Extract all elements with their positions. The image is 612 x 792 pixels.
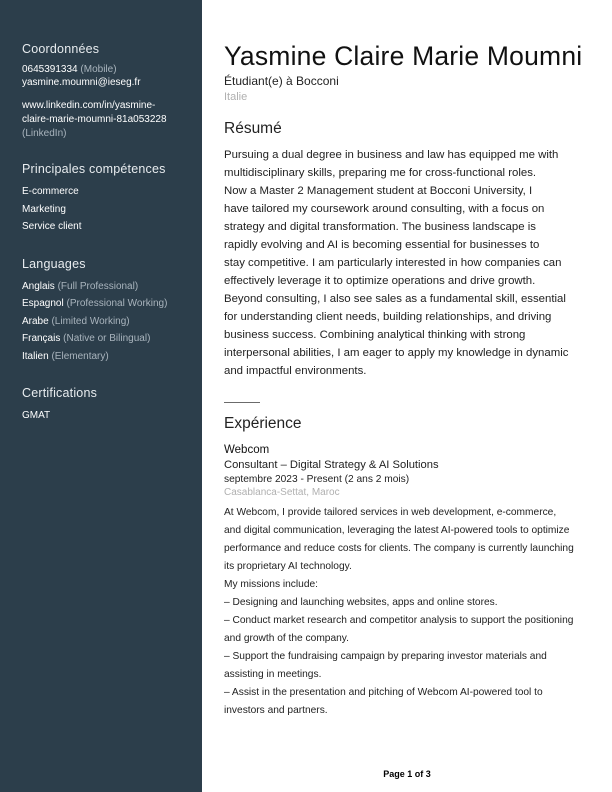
language-name: Français <box>22 333 61 344</box>
summary-line: interpersonal abilities, I am eager to apply my knowledge in dynamic <box>224 347 569 359</box>
summary-line: have tailored my coursework around consulting, with a focus on <box>224 203 545 215</box>
contact-section <box>22 42 202 141</box>
skills-heading: Principales compétences <box>22 162 166 176</box>
experience-role: Consultant – Digital Strategy & AI Solutions <box>224 459 439 471</box>
description-line: – Support the fundraising campaign by preparing investor materials and <box>224 651 547 662</box>
phone-type: (Mobile) <box>80 64 117 75</box>
profile-headline: Étudiant(e) à Bocconi <box>224 74 339 88</box>
experience-heading: Expérience <box>224 415 302 432</box>
summary-line: Pursuing a dual degree in business and law has equipped me with <box>224 149 559 161</box>
contact-heading: Coordonnées <box>22 42 100 56</box>
language-item <box>22 313 202 331</box>
certifications-heading: Certifications <box>22 386 98 400</box>
summary-heading: Résumé <box>224 120 282 137</box>
summary-line: Beyond consulting, I also see sales as a fundamental skill, essential <box>224 293 566 305</box>
page-number: Page 1 of 3 <box>383 769 431 779</box>
email-link[interactable]: yasmine.moumni@ieseg.fr <box>22 77 141 88</box>
language-level: (Full Professional) <box>57 280 139 292</box>
description-line: and digital communication, leveraging the latest AI-powered tools to optimize <box>224 525 570 536</box>
description-line: – Designing and launching websites, apps and online stores. <box>224 597 498 608</box>
description-line: My missions include: <box>224 579 318 590</box>
certification-item: GMAT <box>22 410 51 421</box>
description-line: – Conduct market research and competitor analysis to support the positioning <box>224 615 574 626</box>
description-line: its proprietary AI technology. <box>224 561 352 572</box>
language-level: (Elementary) <box>51 350 109 362</box>
linkedin-link[interactable] <box>22 99 192 141</box>
description-line: and growth of the company. <box>224 633 349 644</box>
languages-heading: Languages <box>22 256 86 271</box>
language-level: (Native or Bilingual) <box>63 333 151 344</box>
summary-line: rapidly evolving and AI is becoming essential for businesses to <box>224 239 540 251</box>
experience-location: Casablanca-Settat, Maroc <box>224 487 340 498</box>
summary-line: for understanding client needs, building relationships, and driving <box>224 311 552 323</box>
summary-line: and impactful environments. <box>224 365 367 377</box>
summary-line: stay competitive. I am particularly interested in how companies can <box>224 257 562 269</box>
summary-line: effectively leverage it to optimize operations and drive growth. <box>224 275 536 287</box>
language-item <box>22 330 202 348</box>
certifications-section <box>22 386 202 425</box>
summary-line: Now a Master 2 Management student at Bocconi University, I <box>224 185 533 197</box>
languages-section <box>22 257 202 366</box>
description-line: assisting in meetings. <box>224 669 322 680</box>
profile-location: Italie <box>224 91 248 103</box>
description-line: At Webcom, I provide tailored services in web development, e-commerce, <box>224 507 557 518</box>
skill-item: Marketing <box>22 203 66 215</box>
phone-line <box>22 63 202 76</box>
language-item <box>22 278 202 296</box>
language-level: (Professional Working) <box>66 298 168 309</box>
profile-name: Yasmine Claire Marie Moumni <box>224 41 583 71</box>
skill-item: Service client <box>22 221 82 232</box>
summary-line: strategy and digital transformation. The business landscape is <box>224 221 536 233</box>
section-divider <box>224 402 260 403</box>
language-item <box>22 348 202 366</box>
skills-section <box>22 162 202 236</box>
experience-dates: septembre 2023 - Present (2 ans 2 mois) <box>224 474 410 485</box>
linkedin-label: (LinkedIn) <box>22 128 67 139</box>
experience-company: Webcom <box>224 444 270 456</box>
language-name: Espagnol <box>22 298 64 309</box>
language-name: Anglais <box>22 280 55 292</box>
sidebar <box>0 0 202 792</box>
summary-line: business success. Combining analytical thinking with strong <box>224 329 526 341</box>
language-item <box>22 295 202 313</box>
linkedin-url-line-1[interactable]: www.linkedin.com/in/yasmine- <box>22 100 156 111</box>
language-level: (Limited Working) <box>51 315 130 327</box>
experience-item <box>224 444 588 720</box>
description-line: – Assist in the presentation and pitching of Webcom AI-powered tool to <box>224 687 543 698</box>
main-content <box>224 40 588 720</box>
description-line: performance and reduce costs for clients. The company is currently launching <box>224 543 574 554</box>
language-name: Italien <box>22 350 49 362</box>
description-line: investors and partners. <box>224 705 328 716</box>
summary-line: multidisciplinary skills, preparing me for cross-functional roles. <box>224 167 537 179</box>
language-name: Arabe <box>22 315 49 327</box>
experience-description <box>224 504 586 720</box>
skill-item: E-commerce <box>22 186 79 197</box>
linkedin-url-line-2[interactable]: claire-marie-moumni-81a053228 <box>22 114 167 125</box>
summary-text <box>224 146 590 380</box>
phone-number[interactable]: 0645391334 <box>22 64 78 75</box>
